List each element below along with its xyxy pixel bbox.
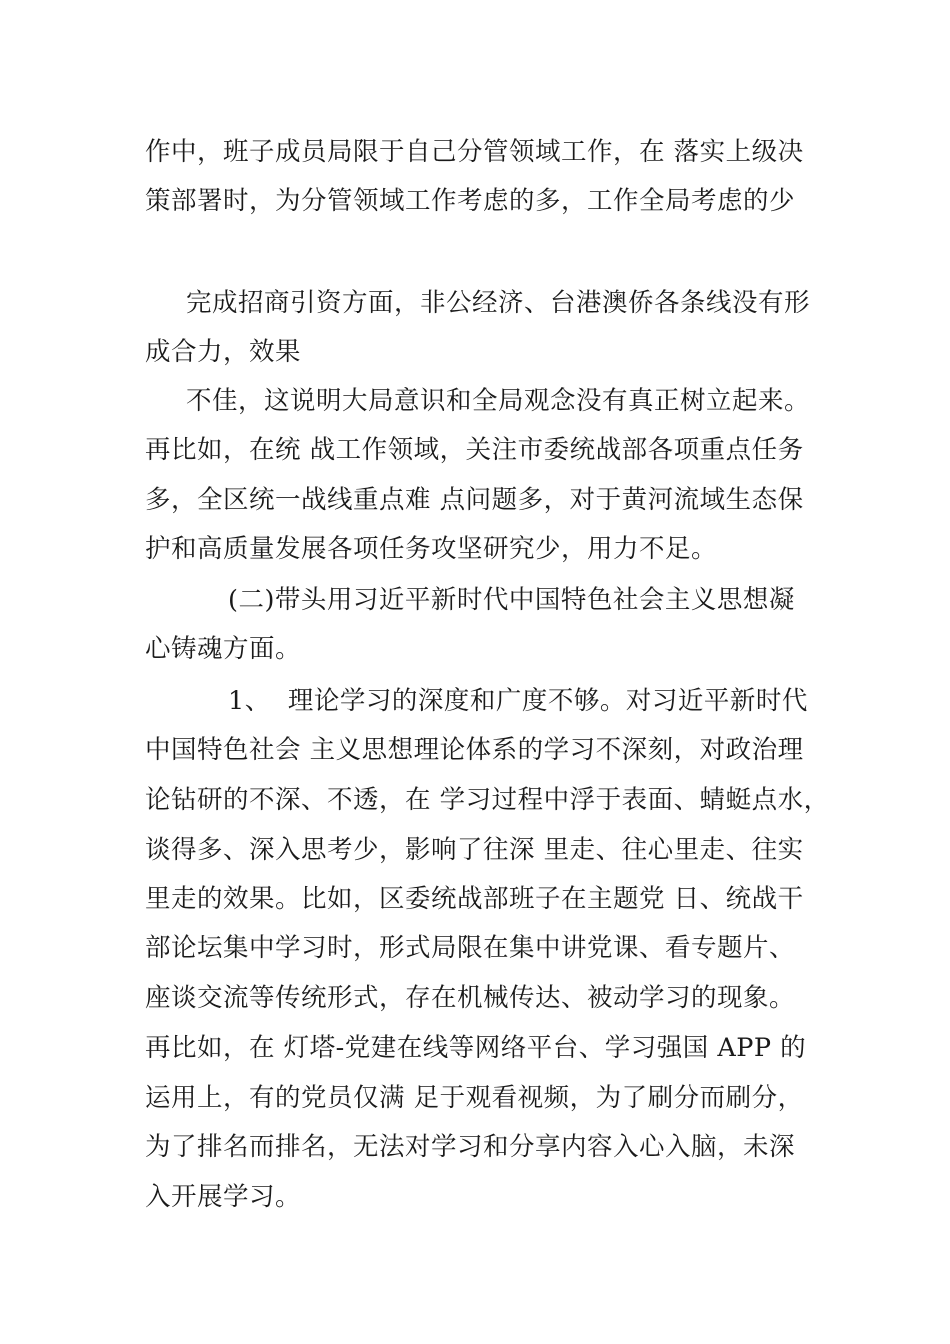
text-line-11: 1、 理论学习的深度和广度不够。对习近平新时代: [228, 686, 808, 716]
text-line-21: 入开展学习。: [145, 1182, 302, 1212]
text-line-8: 护和高质量发展各项任务攻坚研究少，用力不足。: [145, 534, 718, 564]
text-line-2: 策部署时，为分管领域工作考虑的多，工作全局考虑的少: [145, 186, 796, 216]
text-line-15: 里走的效果。比如，区委统战部班子在主题党 日、统战干: [145, 884, 804, 914]
text-line-14: 谈得多、深入思考少，影响了往深 里走、往心里走、往实: [145, 835, 804, 865]
text-line-6: 再比如，在统 战工作领域，关注市委统战部各项重点任务: [145, 435, 804, 465]
text-line-12: 中国特色社会 主义思想理论体系的学习不深刻，对政治理: [145, 735, 804, 765]
section-heading-line-2: 心铸魂方面。: [145, 634, 302, 664]
text-line-16: 部论坛集中学习时，形式局限在集中讲党课、看专题片、: [145, 933, 796, 963]
text-line-7: 多，全区统一战线重点难 点问题多，对于黄河流域生态保: [145, 485, 804, 515]
text-line-19: 运用上，有的党员仅满 足于观看视频，为了刷分而刷分，: [145, 1083, 804, 1113]
text-line-18: 再比如，在 灯塔-党建在线等网络平台、学习强国 APP 的: [145, 1033, 807, 1063]
section-heading-line-1: (二)带头用习近平新时代中国特色社会主义思想凝: [228, 585, 795, 615]
text-line-20: 为了排名而排名，无法对学习和分享内容入心入脑，未深: [145, 1132, 796, 1162]
text-line-1: 作中，班子成员局限于自己分管领域工作，在 落实上级决: [145, 137, 804, 167]
text-line-5: 不佳，这说明大局意识和全局观念没有真正树立起来。: [186, 386, 811, 416]
text-line-3: 完成招商引资方面，非公经济、台港澳侨各条线没有形: [186, 288, 811, 318]
text-line-13: 论钻研的不深、不透，在 学习过程中浮于表面、蜻蜓点水，: [145, 785, 830, 815]
text-line-4: 成合力，效果: [145, 337, 302, 367]
text-line-17: 座谈交流等传统形式，存在机械传达、被动学习的现象。: [145, 983, 796, 1013]
